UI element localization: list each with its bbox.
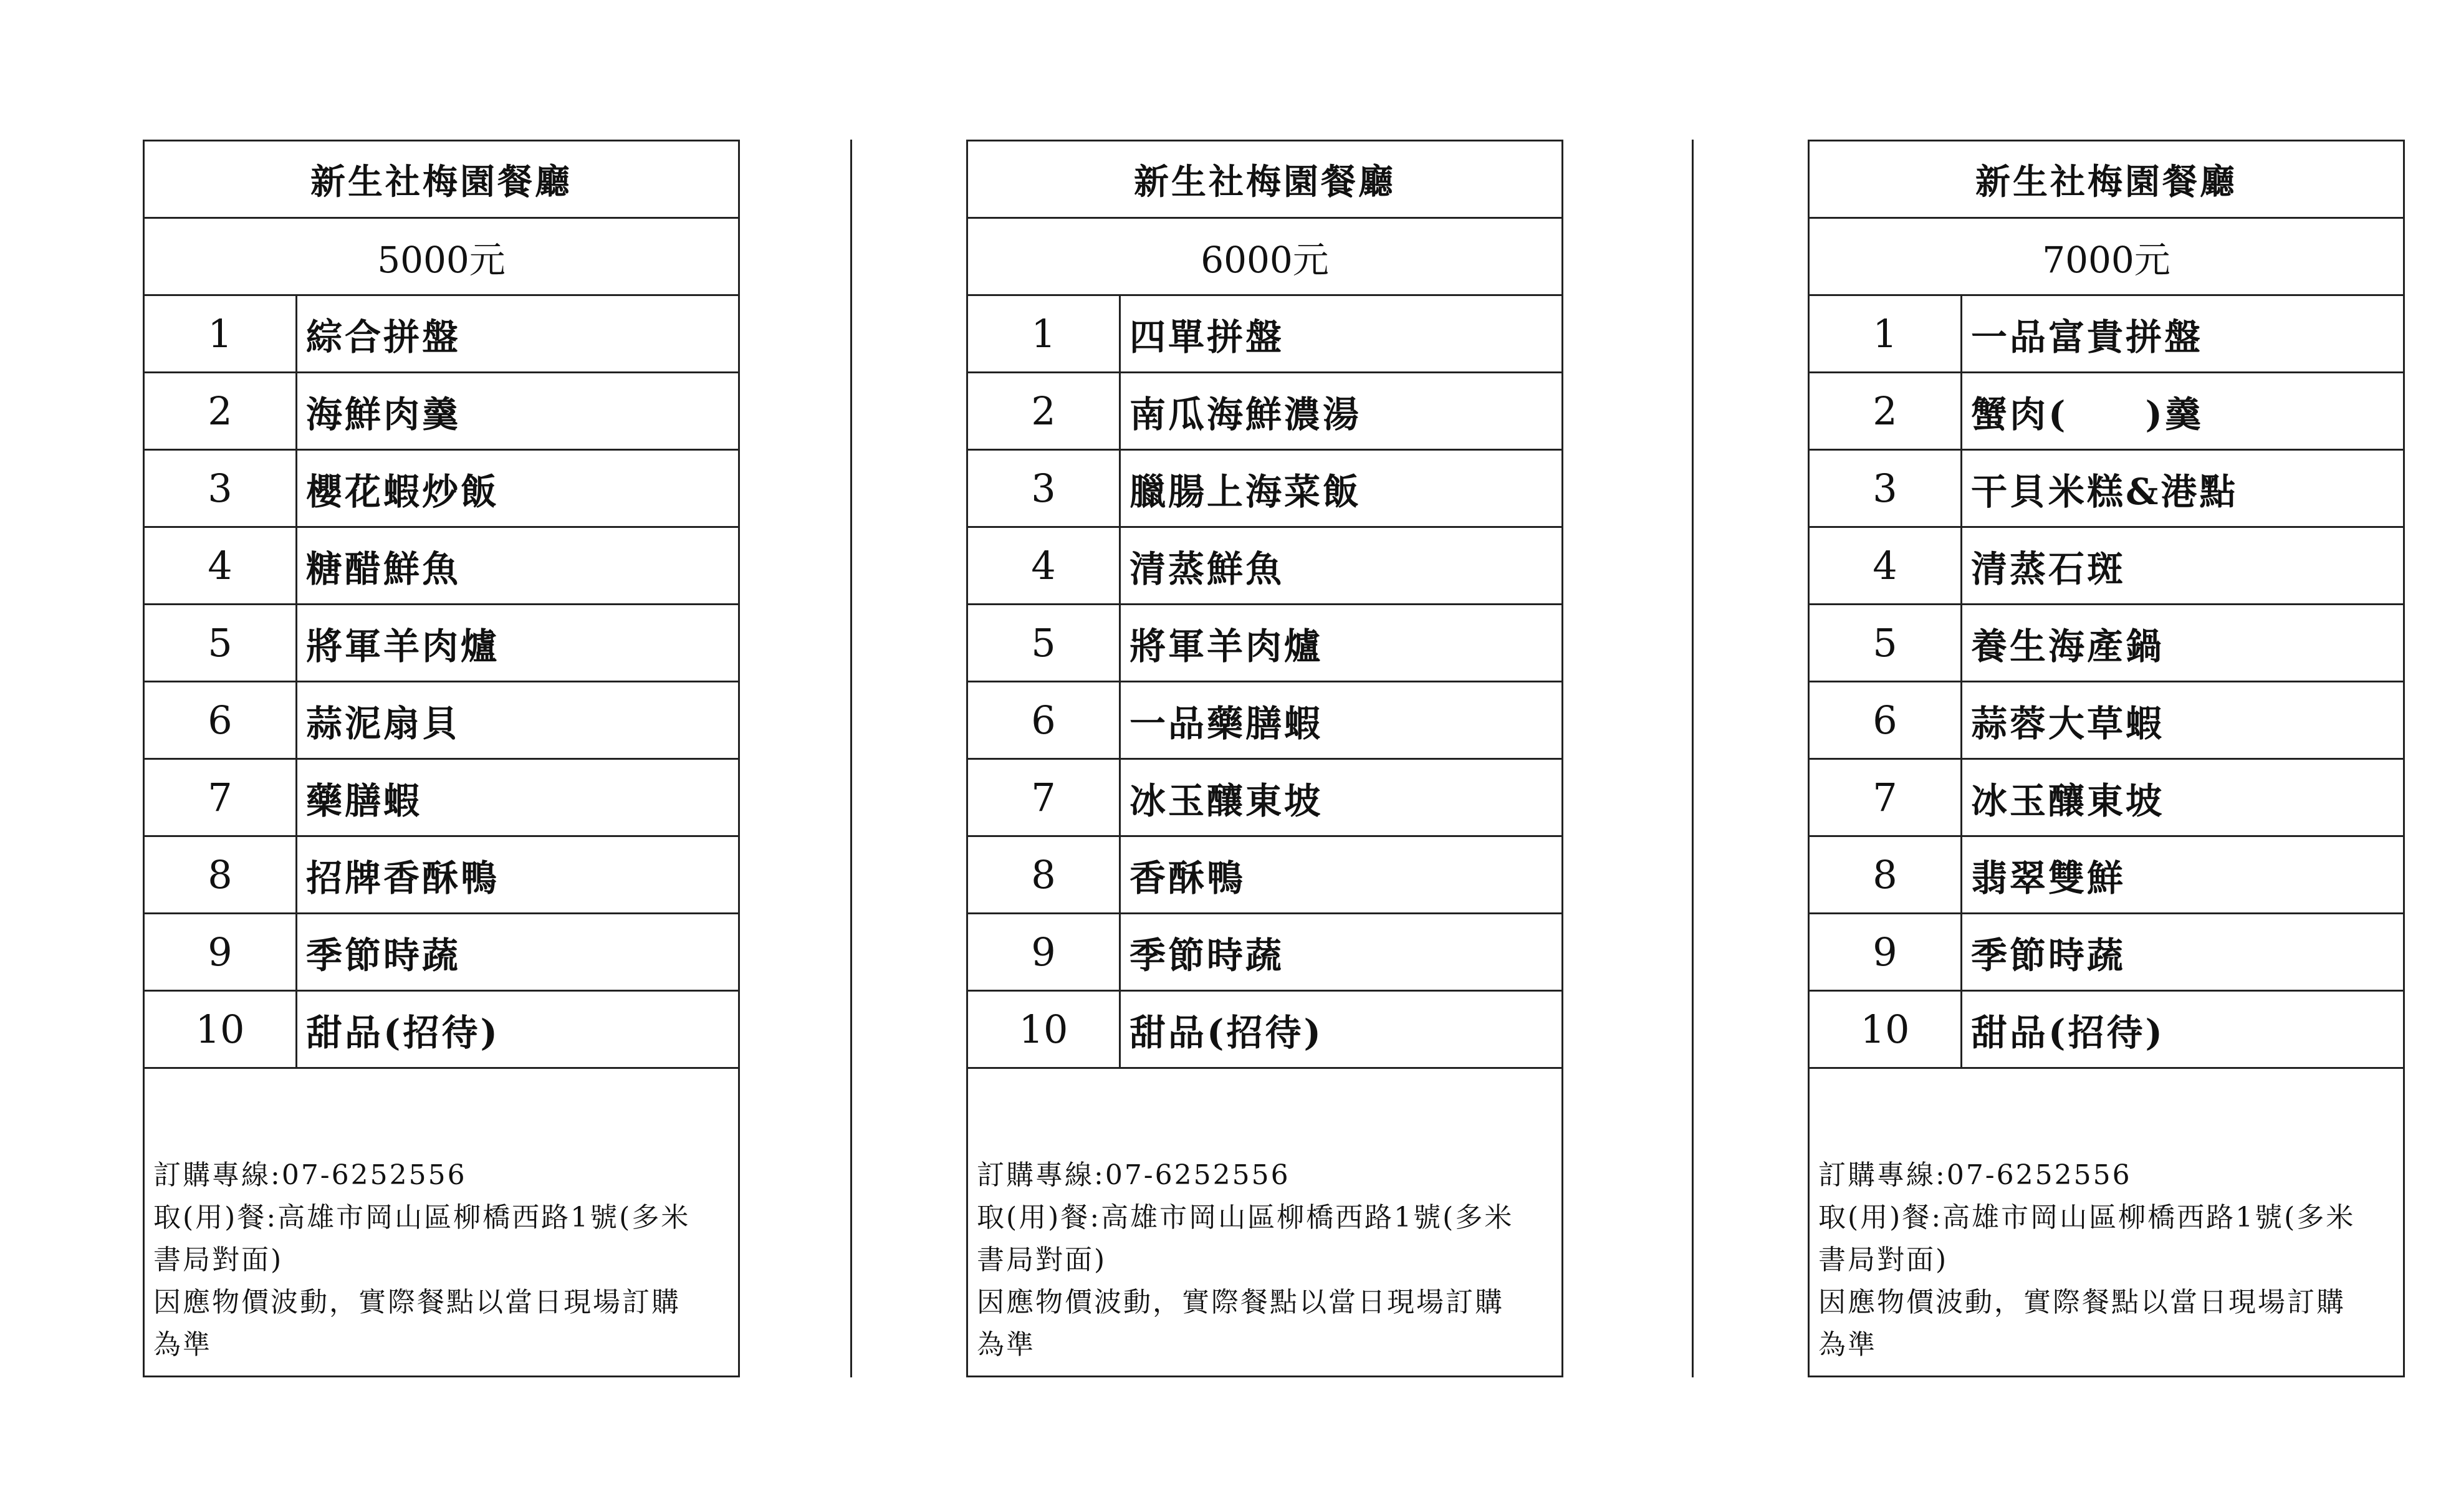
dish-name: 冰玉釀東坡 [1971, 779, 2165, 822]
dish-number: 9 [968, 914, 1121, 990]
order-info [977, 1154, 1553, 1366]
dish-number: 6 [145, 682, 297, 758]
dish-row [968, 373, 1561, 451]
dish-number: 1 [1810, 296, 1962, 371]
dish-number: 2 [968, 373, 1121, 449]
dish-row [145, 914, 738, 992]
menu-card [1808, 140, 2405, 1377]
dish-name: 季節時蔬 [1971, 934, 2126, 977]
dish-number: 7 [968, 760, 1121, 835]
dish-name: 干貝米糕&港點 [1971, 470, 2238, 513]
dish-name: 海鮮肉羹 [306, 393, 461, 436]
dish-name: 蒜蓉大草蝦 [1971, 702, 2165, 745]
order-info [153, 1154, 729, 1366]
dish-name: 清蒸鮮魚 [1129, 547, 1285, 590]
dish-number: 10 [145, 992, 297, 1067]
dish-row [968, 605, 1561, 682]
order-info-note-1: 因應物價波動，實際餐點以當日現場訂購 [1818, 1286, 2346, 1318]
dish-row [1810, 605, 2403, 682]
dish-number: 4 [145, 528, 297, 603]
order-info-address-2: 書局對面) [1818, 1244, 1949, 1276]
dish-name: 香酥鴨 [1129, 856, 1246, 899]
dish-row [968, 451, 1561, 528]
order-info-address-1: 取(用)餐:高雄市岡山區柳橋西路1號(多米 [153, 1202, 691, 1233]
order-info-note-1: 因應物價波動，實際餐點以當日現場訂購 [153, 1286, 681, 1318]
order-info [1818, 1154, 2394, 1366]
order-info-note-2: 為準 [153, 1329, 212, 1361]
order-info-address-1: 取(用)餐:高雄市岡山區柳橋西路1號(多米 [1818, 1202, 2356, 1233]
dish-name: 糖醋鮮魚 [306, 547, 461, 590]
dish-row [145, 760, 738, 837]
dish-row [145, 373, 738, 451]
column-divider [850, 140, 852, 1377]
dish-row [145, 992, 738, 1069]
dish-row [145, 528, 738, 605]
order-info-hotline: 訂購專線:07-6252556 [1818, 1159, 2132, 1191]
dish-number: 9 [145, 914, 297, 990]
dish-name: 清蒸石斑 [1971, 547, 2126, 590]
dish-name: 臘腸上海菜飯 [1129, 470, 1362, 513]
restaurant-name: 新生社梅園餐廳 [145, 141, 738, 219]
dish-row [145, 296, 738, 373]
order-info-address-2: 書局對面) [977, 1244, 1107, 1276]
dish-row [145, 451, 738, 528]
dish-row [1810, 760, 2403, 837]
order-info-address-1: 取(用)餐:高雄市岡山區柳橋西路1號(多米 [977, 1202, 1514, 1233]
dish-number: 5 [145, 605, 297, 681]
dish-number: 8 [145, 837, 297, 912]
dish-name: 南瓜海鮮濃湯 [1129, 393, 1362, 436]
dish-number: 10 [968, 992, 1121, 1067]
dish-name: 一品富貴拼盤 [1971, 315, 2204, 358]
dish-row [968, 837, 1561, 914]
dish-row [968, 682, 1561, 760]
dish-number: 3 [145, 451, 297, 526]
dish-number: 2 [1810, 373, 1962, 449]
dish-row [1810, 914, 2403, 992]
dish-number: 10 [1810, 992, 1962, 1067]
dish-row [1810, 682, 2403, 760]
dish-name: 蒜泥扇貝 [306, 702, 461, 745]
order-info-hotline: 訂購專線:07-6252556 [977, 1159, 1290, 1191]
dish-number: 7 [1810, 760, 1962, 835]
dish-number: 8 [1810, 837, 1962, 912]
column-divider [1692, 140, 1694, 1377]
dish-name: 養生海產鍋 [1971, 624, 2165, 667]
dish-number: 7 [145, 760, 297, 835]
dish-name: 招牌香酥鴨 [306, 856, 500, 899]
set-price: 7000元 [1810, 219, 2403, 296]
dish-number: 3 [968, 451, 1121, 526]
set-price: 6000元 [968, 219, 1561, 296]
dish-row [145, 837, 738, 914]
dish-name: 藥膳蝦 [306, 779, 423, 822]
dish-number: 5 [1810, 605, 1962, 681]
dish-name: 甜品(招待) [1129, 1011, 1323, 1054]
dish-row [145, 682, 738, 760]
dish-name: 綜合拼盤 [306, 315, 461, 358]
dish-number: 6 [968, 682, 1121, 758]
dish-row [145, 605, 738, 682]
dish-name: 蟹肉( )羹 [1971, 393, 2204, 436]
dish-number: 6 [1810, 682, 1962, 758]
dish-row [968, 992, 1561, 1069]
order-info-hotline: 訂購專線:07-6252556 [153, 1159, 467, 1191]
dish-row [1810, 528, 2403, 605]
dish-name: 甜品(招待) [306, 1011, 500, 1054]
dish-name: 翡翠雙鮮 [1971, 856, 2126, 899]
dish-row [1810, 451, 2403, 528]
dish-number: 3 [1810, 451, 1962, 526]
menu-card [966, 140, 1563, 1377]
dish-name: 將軍羊肉爐 [1129, 624, 1323, 667]
dish-number: 4 [968, 528, 1121, 603]
order-info-note-2: 為準 [1818, 1329, 1877, 1361]
dish-number: 2 [145, 373, 297, 449]
order-info-address-2: 書局對面) [153, 1244, 284, 1276]
dish-number: 1 [145, 296, 297, 371]
dish-row [1810, 296, 2403, 373]
dish-number: 4 [1810, 528, 1962, 603]
restaurant-name: 新生社梅園餐廳 [968, 141, 1561, 219]
dish-name: 季節時蔬 [1129, 934, 1285, 977]
dish-name: 甜品(招待) [1971, 1011, 2165, 1054]
dish-name: 將軍羊肉爐 [306, 624, 500, 667]
dish-name: 四單拼盤 [1129, 315, 1285, 358]
order-info-note-1: 因應物價波動，實際餐點以當日現場訂購 [977, 1286, 1504, 1318]
dish-name: 季節時蔬 [306, 934, 461, 977]
dish-row [968, 914, 1561, 992]
dish-row [1810, 837, 2403, 914]
dish-name: 櫻花蝦炒飯 [306, 470, 500, 513]
dish-row [1810, 992, 2403, 1069]
dish-row [968, 296, 1561, 373]
dish-name: 一品藥膳蝦 [1129, 702, 1323, 745]
order-info-note-2: 為準 [977, 1329, 1035, 1361]
dish-number: 8 [968, 837, 1121, 912]
dish-number: 5 [968, 605, 1121, 681]
dish-row [968, 760, 1561, 837]
dish-row [1810, 373, 2403, 451]
restaurant-name: 新生社梅園餐廳 [1810, 141, 2403, 219]
dish-name: 冰玉釀東坡 [1129, 779, 1323, 822]
set-price: 5000元 [145, 219, 738, 296]
dish-number: 1 [968, 296, 1121, 371]
menu-card [143, 140, 740, 1377]
dish-row [968, 528, 1561, 605]
dish-number: 9 [1810, 914, 1962, 990]
